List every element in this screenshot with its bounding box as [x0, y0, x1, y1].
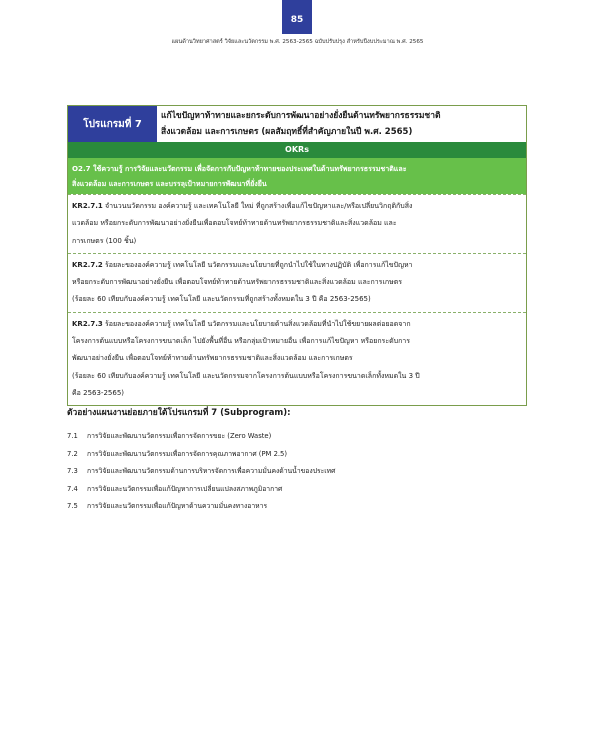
- kr-text: (ร้อยละ 60 เทียบกับองค์ความรู้ เทคโนโลยี และนวัตกรรมที่ถูกสร้างทั้งหมดใน 3 ปี คือ 2563-2565): [72, 295, 371, 304]
- kr-text: การเกษตร (100 ชิ้น): [72, 236, 137, 245]
- list-item-number: 7.3: [67, 467, 78, 475]
- list-item: [67, 428, 335, 446]
- objective-row: [68, 158, 526, 194]
- list-item-number: 7.4: [67, 484, 78, 493]
- page-number: 85: [282, 0, 312, 34]
- list-item-text: การวิจัยและนวัตกรรมเพื่อแก้ปัญหาการเปลี่ยนแปลงสภาพภูมิอากาศ: [87, 484, 283, 493]
- list-item: [67, 446, 335, 464]
- kr-text: แวดล้อม หรือยกระดับการพัฒนาอย่างยั่งยืนเพื่อตอบโจทย์ท้าทายด้านทรัพยากรธรรมชาติและสิ่งแวดล้อม และ: [72, 219, 397, 228]
- list-item-text: การวิจัยและพัฒนานวัตกรรมด้านการบริหารจัดการเพื่อความมั่นคงด้านน้ำของประเทศ: [87, 467, 336, 475]
- list-item-number: 7.2: [67, 449, 78, 458]
- list-item: [67, 463, 335, 481]
- program-label: โปรแกรมที่ 7: [68, 106, 157, 142]
- kr-code: KR2.7.2: [72, 260, 103, 269]
- okrs-header: OKRs: [68, 142, 526, 158]
- program-header: [68, 106, 526, 142]
- list-item-text: การวิจัยและพัฒนานวัตกรรมเพื่อการจัดการขยะ (Zero Waste): [87, 432, 272, 440]
- kr-text: คือ 2563-2565): [72, 388, 124, 397]
- kr-text: โครงการต้นแบบหรือโครงการขนาดเล็ก ไปยังพื้นที่อื่น หรือกลุ่มเป้าหมายอื่น เพื่อการแก้ไขปัญหา หรือยกระดับการ: [72, 337, 410, 346]
- subprogram-heading: ตัวอย่างแผนงานย่อยภายใต้โปรแกรมที่ 7 (Subprogram):: [67, 408, 291, 418]
- subprogram-list: [67, 428, 335, 516]
- program-title-line2: สิ่งแวดล้อม และการเกษตร (ผลสัมฤทธิ์ที่สำคัญภายในปี พ.ศ. 2565): [161, 127, 413, 137]
- kr-code: KR2.7.1: [72, 202, 103, 210]
- program-title: [157, 106, 526, 142]
- key-result-1: [68, 194, 526, 253]
- list-item-number: 7.1: [67, 432, 78, 440]
- running-head: แผนด้านวิทยาศาสตร์ วิจัยและนวัตกรรม พ.ศ. 2563-2565 ฉบับปรับปรุง สำหรับปีงบประมาณ พ.ศ. 2565: [171, 39, 424, 45]
- kr-text: จำนวนนวัตกรรม องค์ความรู้ และเทคโนโลยี ใหม่ ที่ถูกสร้างเพื่อแก้ไขปัญหาและ/หรือเปลี่ยนวิกฤติกับสิ่ง: [102, 202, 413, 210]
- kr-code: KR2.7.3: [72, 319, 103, 328]
- kr-text: หรือยกระดับการพัฒนาอย่างยั่งยืน เพื่อตอบโจทย์ท้าทายด้านทรัพยากรธรรมชาติและสิ่งแวดล้อม และการเกษตร: [72, 278, 402, 287]
- list-item-text: การวิจัยและนวัตกรรมเพื่อแก้ปัญหาด้านความมั่นคงทางอาหาร: [87, 502, 268, 510]
- kr-text: พัฒนาอย่างยั่งยืน เพื่อตอบโจทย์ท้าทายด้านทรัพยากรธรรมชาติและสิ่งแวดล้อม และการเกษตร: [72, 354, 353, 363]
- program-table: [67, 105, 527, 406]
- key-result-3: [68, 312, 526, 405]
- objective-line2: สิ่งแวดล้อม และการเกษตร และบรรลุเป้าหมายการพัฒนาที่ยั่งยืน: [72, 179, 267, 188]
- kr-text: (ร้อยละ 60 เทียบกับองค์ความรู้ เทคโนโลยี และนวัตกรรมจากโครงการต้นแบบหรือโครงการขนาดเล็กทั้งหมดใน 3 ปี: [72, 371, 420, 380]
- key-result-2: [68, 253, 526, 312]
- list-item: [67, 498, 335, 516]
- list-item-number: 7.5: [67, 502, 78, 510]
- list-item: [67, 481, 335, 499]
- list-item-text: การวิจัยและพัฒนานวัตกรรมเพื่อการจัดการคุณภาพอากาศ (PM 2.5): [87, 449, 288, 458]
- program-title-line1: แก้ไขปัญหาท้าทายและยกระดับการพัฒนาอย่างยั่งยืนด้านทรัพยากรธรรมชาติ: [161, 111, 441, 121]
- objective-line1: O2.7 ใช้ความรู้ การวิจัยและนวัตกรรม เพื่อจัดการกับปัญหาท้าทายของประเทศในด้านทรัพยากรธรรมชาติและ: [72, 164, 407, 173]
- kr-text: ร้อยละขององค์ความรู้ เทคโนโลยี นวัตกรรมและนโยบายด้านสิ่งแวดล้อมที่นำไปใช้ขยายผลต่อยอดจาก: [102, 319, 411, 328]
- kr-text: ร้อยละขององค์ความรู้ เทคโนโลยี นวัตกรรมและนโยบายที่ถูกนำไปใช้ในทางปฏิบัติ เพื่อการแก้ไขปัญหา: [102, 260, 413, 269]
